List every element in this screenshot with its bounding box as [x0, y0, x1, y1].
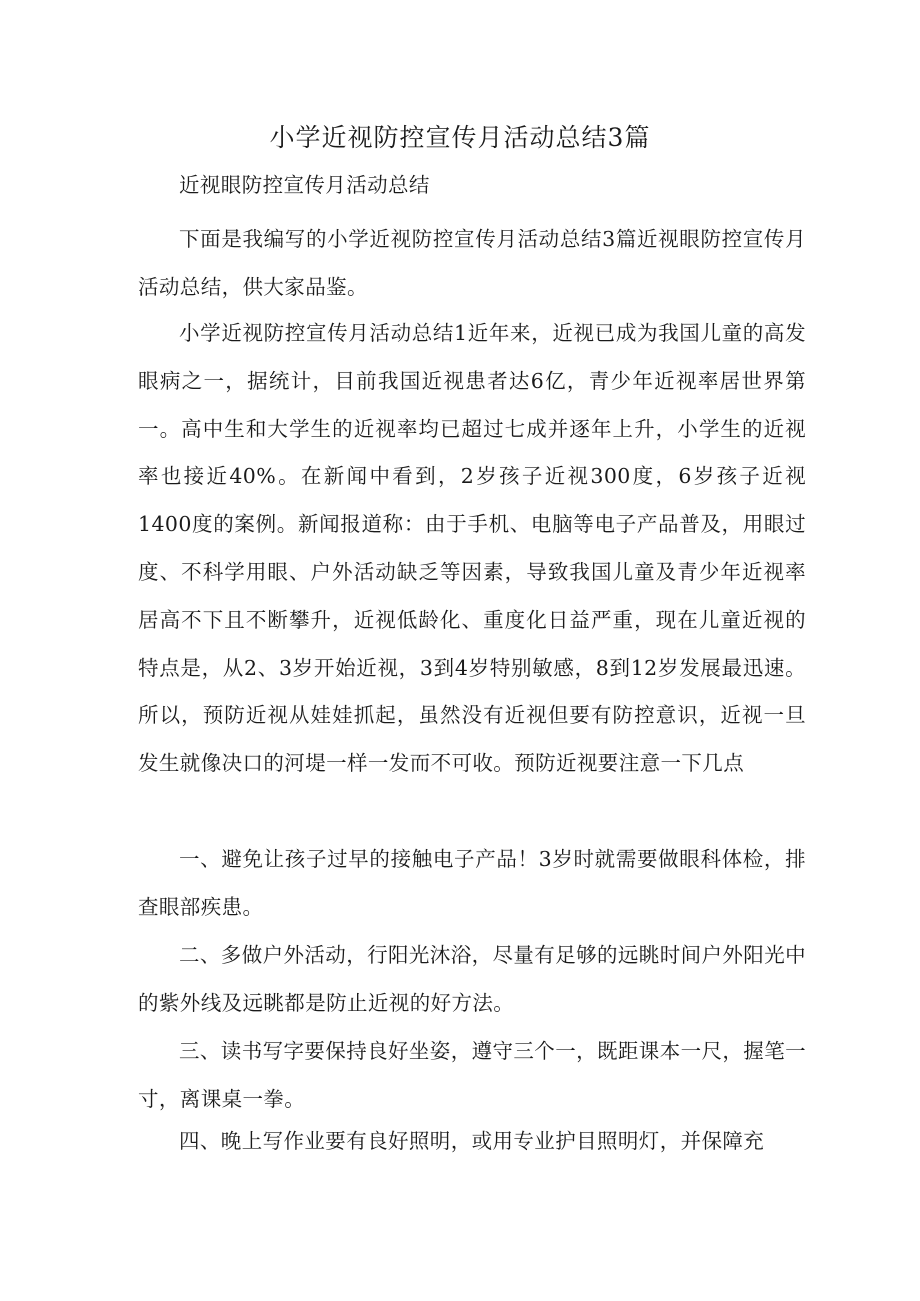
document-title: 小学近视防控宣传月活动总结3篇 [269, 123, 651, 152]
paragraph-point-3: 三、读书写字要保持良好坐姿，遵守三个一，既距课本一尺，握笔一寸，离课桌一拳。 [138, 1039, 806, 1111]
paragraph-point-4: 四、晚上写作业要有良好照明，或用专业护目照明灯，并保障充 [179, 1129, 765, 1153]
paragraph-intro: 下面是我编写的小学近视防控宣传月活动总结3篇近视眼防控宣传月活动总结，供大家品鉴。 [138, 227, 806, 299]
paragraph-point-2: 二、多做户外活动，行阳光沐浴，尽量有足够的远眺时间户外阳光中的紫外线及远眺都是防止近视的好方法。 [138, 943, 806, 1015]
document-subtitle: 近视眼防控宣传月活动总结 [179, 173, 430, 197]
paragraph-summary-1: 小学近视防控宣传月活动总结1近年来，近视已成为我国儿童的高发眼病之一，据统计，目前我国近视患者达6亿，青少年近视率居世界第一。高中生和大学生的近视率均已超过七成并逐年上升，小学生的近视率也接近40%。在新闻中看到，2岁孩子近视300度，6岁孩子近视1400度的案例。新闻报道称：由于手机、电脑等电子产品普及，用眼过度、不科学用眼、户外活动缺乏等因素，导致我国儿童及青少年近视率居高不下且不断攀升，近视低龄化、重度化日益严重，现在儿童近视的特点是，从2、3岁开始近视，3到4岁特别敏感，8到12岁发展最迅速。所以，预防近视从娃娃抓起，虽然没有近视但要有防控意识，近视一旦发生就像决口的河堤一样一发而不可收。预防近视要注意一下几点 [138, 321, 806, 776]
paragraph-point-1: 一、避免让孩子过早的接触电子产品！3岁时就需要做眼科体检，排查眼部疾患。 [138, 847, 806, 919]
